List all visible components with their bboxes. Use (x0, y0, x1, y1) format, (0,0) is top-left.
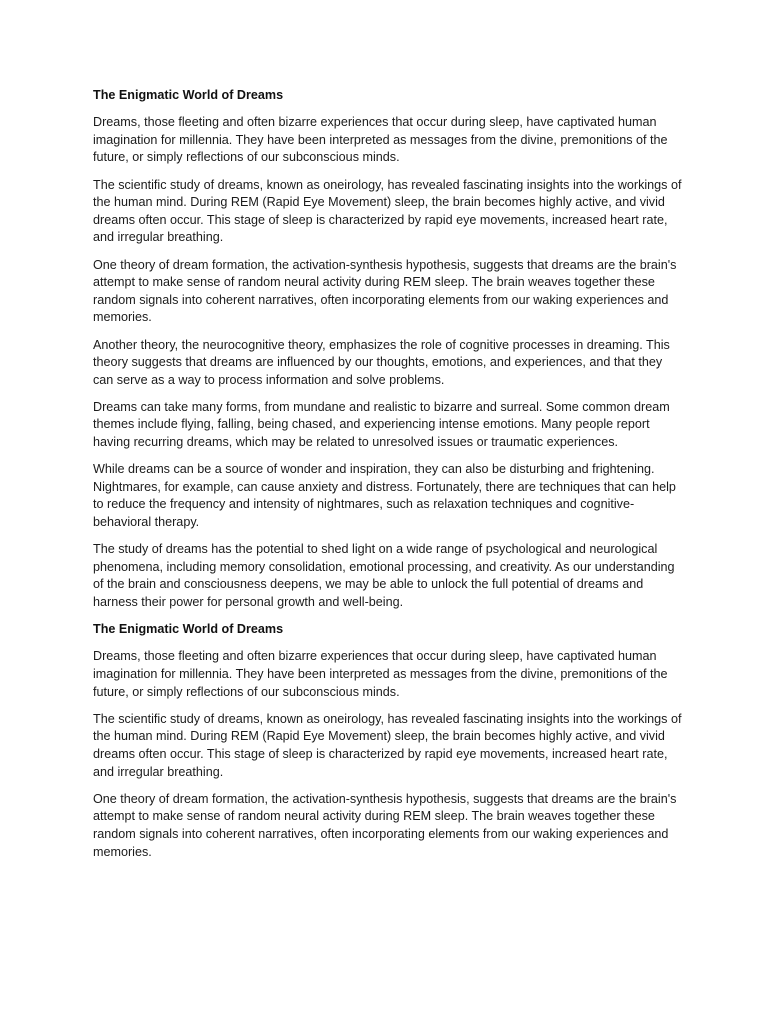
section-1-paragraph-4: Another theory, the neurocognitive theory, emphasizes the role of cognitive processes in dreaming. This theory suggests that dreams are influenced by our thoughts, emotions, and experiences, and that they can serve as a way to process information and solve problems. (93, 337, 670, 387)
document-body (93, 87, 683, 871)
section-1-paragraph-5: Dreams can take many forms, from mundane and realistic to bizarre and surreal. Some common dream themes include flying, falling, being chased, and experiencing intense emotions. Many people report having recurring dreams, which may be related to unresolved issues or traumatic experiences. (93, 399, 670, 450)
section-1-paragraph-7: The study of dreams has the potential to shed light on a wide range of psychological and neurological phenomena, including memory consolidation, emotional processing, and creativity. As our understanding of the brain and consciousness deepens, we may be able to unlock the full potential of dreams and harness their power for personal growth and well-being. (93, 542, 675, 609)
section-1-paragraph-2: The scientific study of dreams, known as oneirology, has revealed fascinating insights into the workings of the human mind. During REM (Rapid Eye Movement) sleep, the brain becomes highly active, and vivid dreams often occur. This stage of sleep is characterized by rapid eye movements, increased heart rate, and irregular breathing. (93, 177, 682, 245)
section-1-paragraph-3: One theory of dream formation, the activation-synthesis hypothesis, suggests that dreams are the brain's attempt to make sense of random neural activity during REM sleep. The brain weaves together these random signals into coherent narratives, often incorporating elements from our waking experiences and memories. (93, 257, 677, 325)
section-1-paragraph-1: Dreams, those fleeting and often bizarre experiences that occur during sleep, have captivated human imagination for millennia. They have been interpreted as messages from the divine, premonitions of the future, or simply reflections of our subconscious minds. (93, 115, 668, 165)
section-1-title: The Enigmatic World of Dreams (93, 88, 284, 102)
section-2-paragraph-1: Dreams, those fleeting and often bizarre experiences that occur during sleep, have captivated human imagination for millennia. They have been interpreted as messages from the divine, premonitions of the future, or simply reflections of our subconscious minds. (93, 649, 668, 699)
section-1-paragraph-6: While dreams can be a source of wonder and inspiration, they can also be disturbing and frightening. Nightmares, for example, can cause anxiety and distress. Fortunately, there are techniques that can help to reduce the frequency and intensity of nightmares, such as relaxation techniques and cognitive-behavioral therapy. (93, 462, 676, 530)
section-2-title: The Enigmatic World of Dreams (93, 622, 284, 637)
section-2-paragraph-3: One theory of dream formation, the activation-synthesis hypothesis, suggests that dreams are the brain's attempt to make sense of random neural activity during REM sleep. The brain weaves together these random signals into coherent narratives, often incorporating elements from our waking experiences and memories. (93, 791, 677, 859)
section-2-paragraph-2: The scientific study of dreams, known as oneirology, has revealed fascinating insights into the workings of the human mind. During REM (Rapid Eye Movement) sleep, the brain becomes highly active, and vivid dreams often occur. This stage of sleep is characterized by rapid eye movements, increased heart rate, and irregular breathing. (93, 711, 682, 779)
